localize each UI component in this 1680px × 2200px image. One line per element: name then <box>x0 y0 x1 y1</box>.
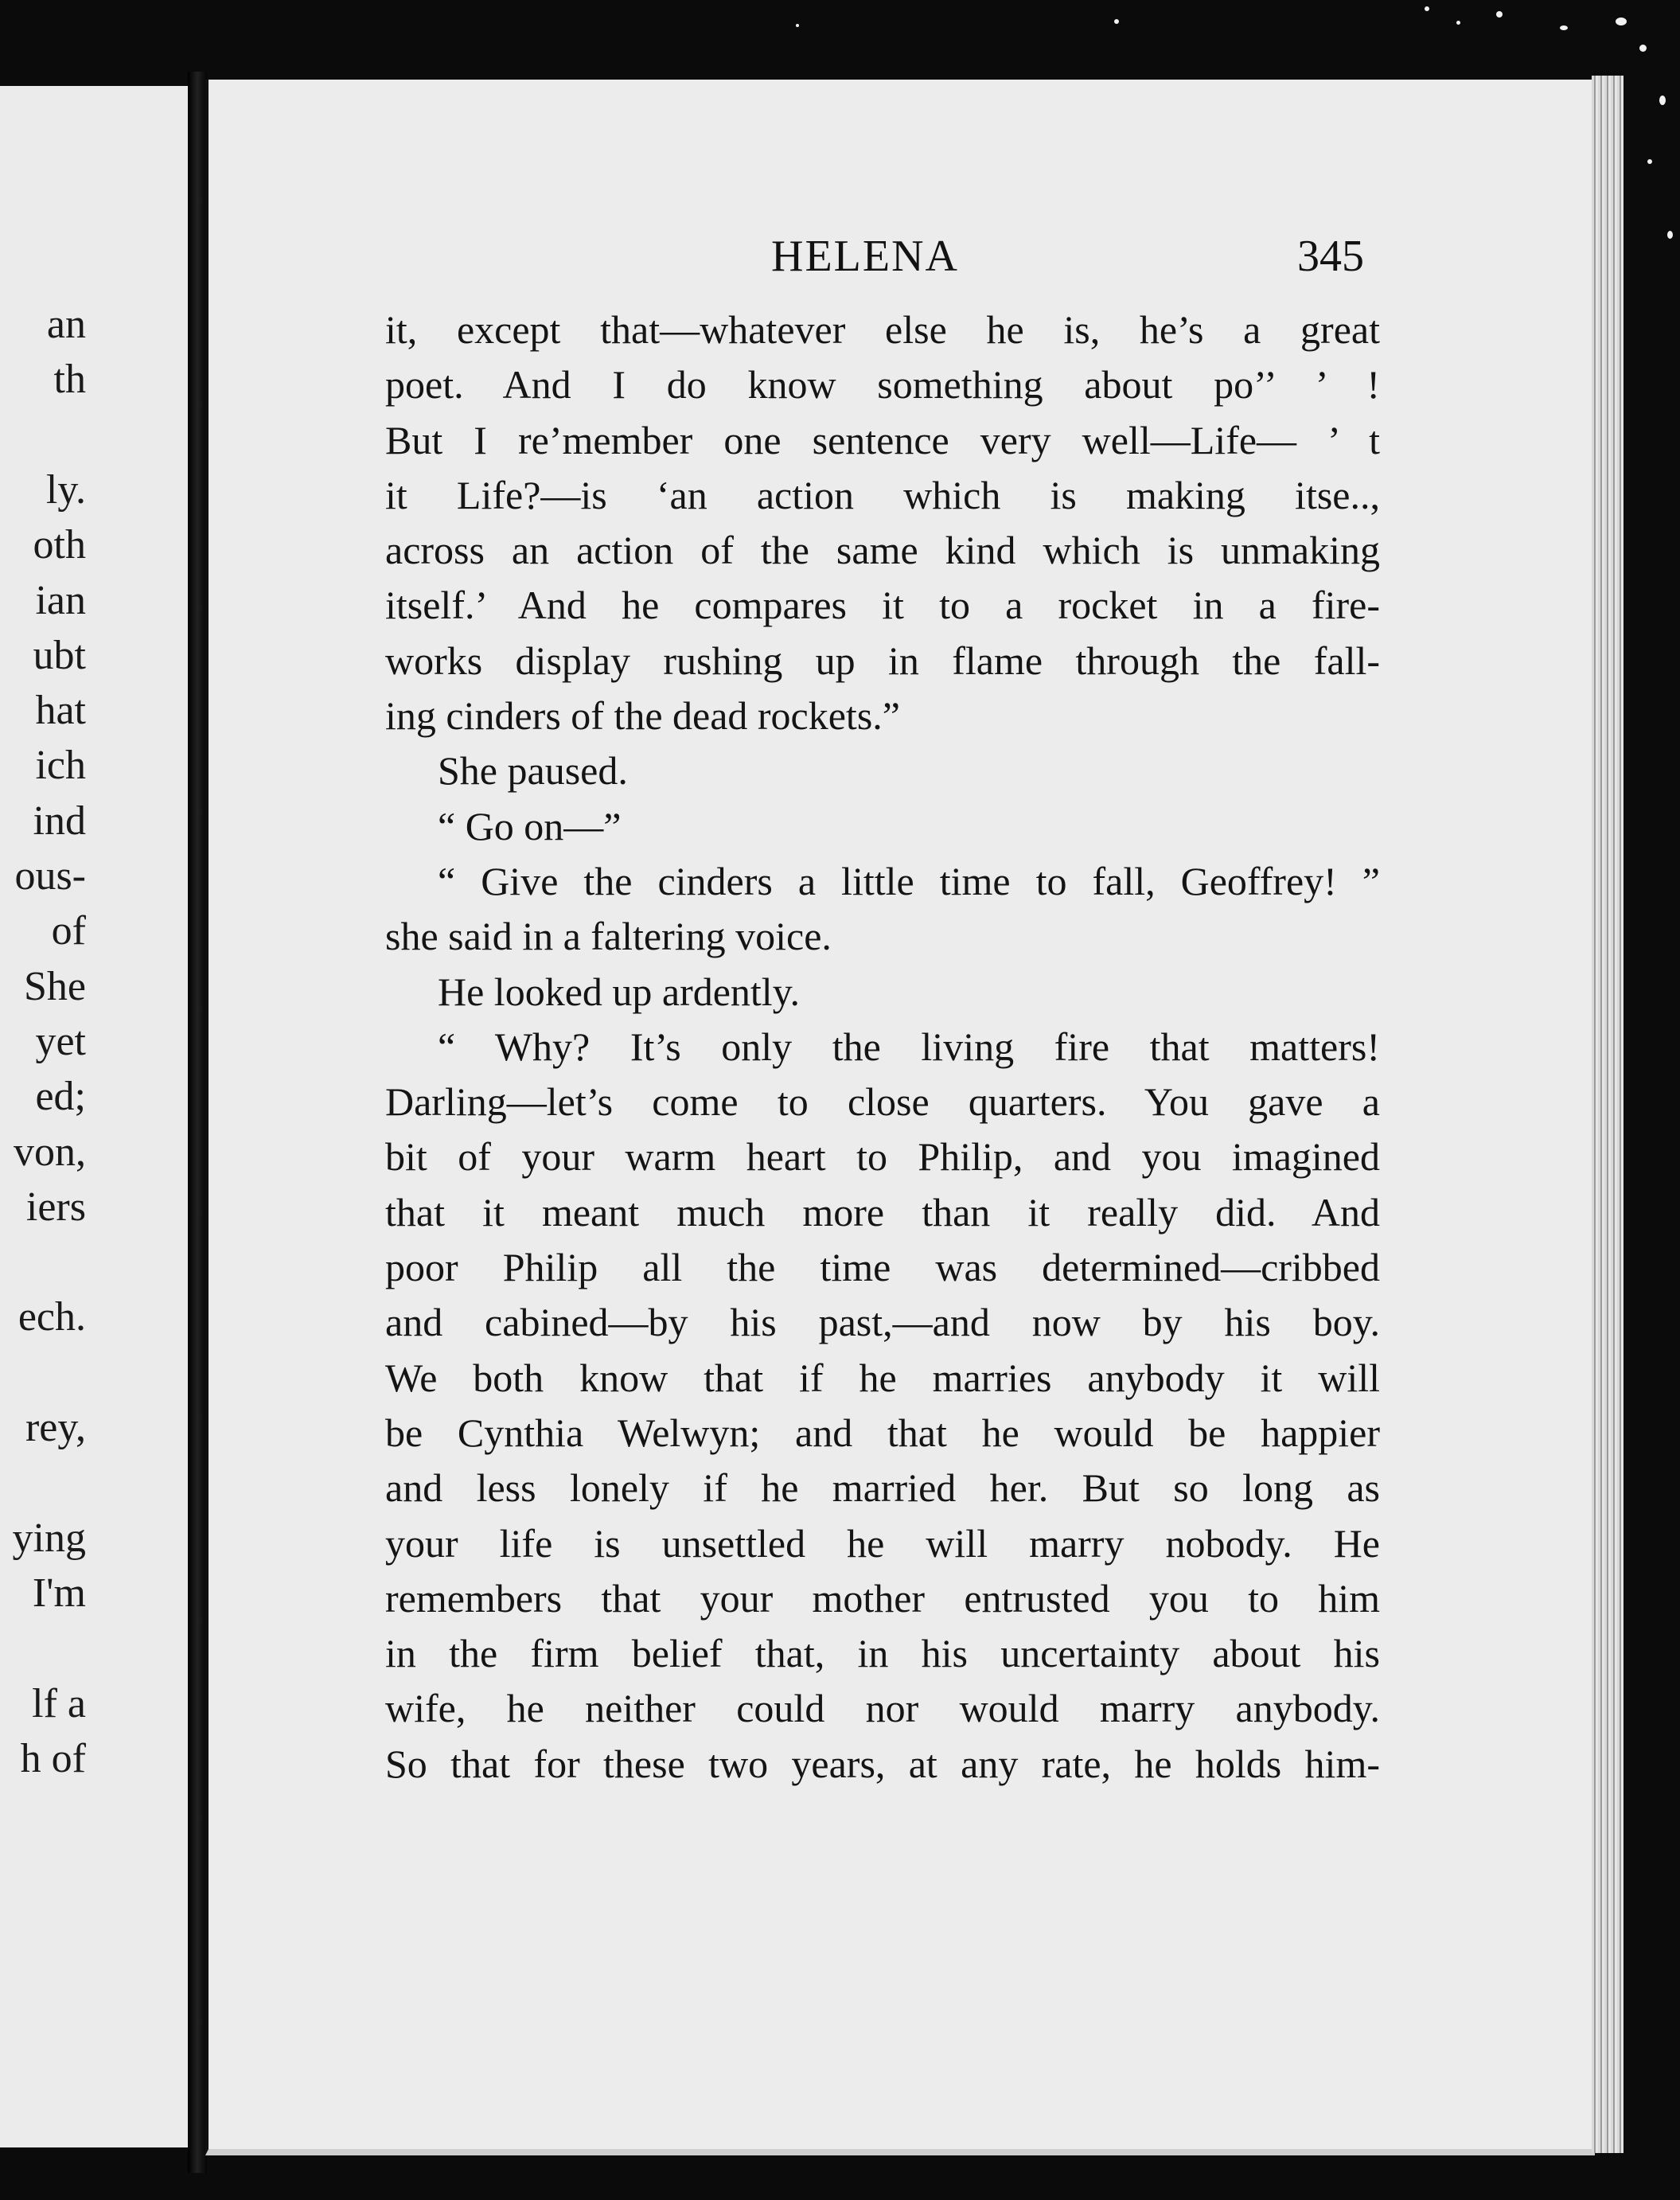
text-line: works display rushing up in flame through the fall- <box>385 638 1380 683</box>
text-line: poet. And I do know something about po’’ ’ ! <box>385 362 1380 408</box>
text-line: So that for these two years, at any rate, he holds him- <box>385 1741 1380 1786</box>
left-page-text-fragment: ich <box>35 743 86 789</box>
left-page-fragment <box>0 86 193 2147</box>
text-line: remembers that your mother entrusted you to him <box>385 1575 1380 1621</box>
text-line: that it meant much more than it really did. And <box>385 1189 1380 1235</box>
text-line: ing cinders of the dead rockets.” <box>385 693 900 739</box>
text-line: it Life?—is ‘an action which is making itse.., <box>385 472 1380 517</box>
left-page-text-fragment: She <box>24 963 86 1009</box>
scan-speckle <box>1667 231 1673 239</box>
scan-speckle <box>1114 19 1119 24</box>
left-page-text-fragment: h of <box>20 1735 86 1781</box>
text-line: He looked up ardently. <box>438 969 800 1014</box>
page-edges <box>1592 76 1623 2153</box>
running-head: HELENA <box>771 232 959 281</box>
left-page-text-fragment: ian <box>35 577 86 623</box>
left-page-text-fragment: th <box>53 357 86 403</box>
left-page-text-fragment: ech. <box>18 1294 86 1340</box>
text-line: it, except that—whatever else he is, he’s a great <box>385 307 1380 352</box>
text-line: She paused. <box>438 748 628 794</box>
left-page-text-fragment: von, <box>14 1129 86 1175</box>
scan-speckle <box>1659 96 1666 105</box>
text-line: “ Go on—” <box>438 803 622 848</box>
text-line: wife, he neither could nor would marry anybody. <box>385 1686 1380 1731</box>
text-line: be Cynthia Welwyn; and that he would be happier <box>385 1410 1380 1455</box>
left-page-text-fragment: of <box>51 908 86 954</box>
left-page-text-fragment: ed; <box>35 1074 86 1120</box>
text-line: itself.’ And he compares it to a rocket in a fire- <box>385 583 1380 628</box>
text-line: in the firm belief that, in his uncertainty about his <box>385 1631 1380 1676</box>
scan-speckle <box>1456 21 1460 25</box>
scan-speckle <box>1496 11 1503 18</box>
text-line: We both know that if he marries anybody it will <box>385 1355 1380 1400</box>
left-page-text-fragment: lf a <box>32 1680 86 1726</box>
left-page-text-fragment: iers <box>25 1184 86 1230</box>
scan-speckle <box>796 24 799 27</box>
text-line: “ Why? It’s only the living fire that matters! <box>438 1024 1380 1069</box>
left-page-text-fragment: ubt <box>33 632 86 678</box>
text-line: your life is unsettled he will marry nobody. He <box>385 1520 1380 1566</box>
left-page-text-fragment: ous- <box>14 853 86 899</box>
scan-speckle <box>1647 159 1652 164</box>
page-number: 345 <box>1297 232 1364 281</box>
text-line: and less lonely if he married her. But so long as <box>385 1465 1380 1511</box>
body-text <box>385 302 1380 1792</box>
left-page-text-fragment: I'm <box>32 1570 86 1616</box>
left-page-text-fragment: yet <box>35 1018 86 1064</box>
text-line: she said in a faltering voice. <box>385 914 832 959</box>
text-line: poor Philip all the time was determined—cribbed <box>385 1245 1380 1290</box>
left-page-text-fragment: oth <box>33 522 86 568</box>
left-page-text-fragment: an <box>46 302 86 347</box>
left-page-text-fragment: ind <box>33 798 86 844</box>
text-line: across an action of the same kind which is unmaking <box>385 528 1380 573</box>
text-line: and cabined—by his past,—and now by his boy. <box>385 1300 1380 1345</box>
left-page-text-fragment: ying <box>12 1515 86 1561</box>
book-page <box>205 80 1595 2155</box>
text-line: bit of your warm heart to Philip, and you imagined <box>385 1134 1380 1180</box>
left-page-text-fragment: ly. <box>45 466 86 513</box>
scan-speckle <box>1639 45 1647 52</box>
scan-speckle <box>1425 6 1429 11</box>
text-line: “ Give the cinders a little time to fall, Geoffrey! ” <box>438 858 1380 903</box>
scan-speckle <box>1560 25 1568 30</box>
text-line: Darling—let’s come to close quarters. You gave a <box>385 1079 1380 1125</box>
left-page-text-fragment: hat <box>35 688 86 734</box>
book-gutter <box>188 72 207 2173</box>
left-page-text-fragment: rey, <box>25 1405 86 1450</box>
scan-speckle <box>1616 18 1627 25</box>
text-line: But I re’member one sentence very well—Life— ’ t <box>385 417 1380 462</box>
